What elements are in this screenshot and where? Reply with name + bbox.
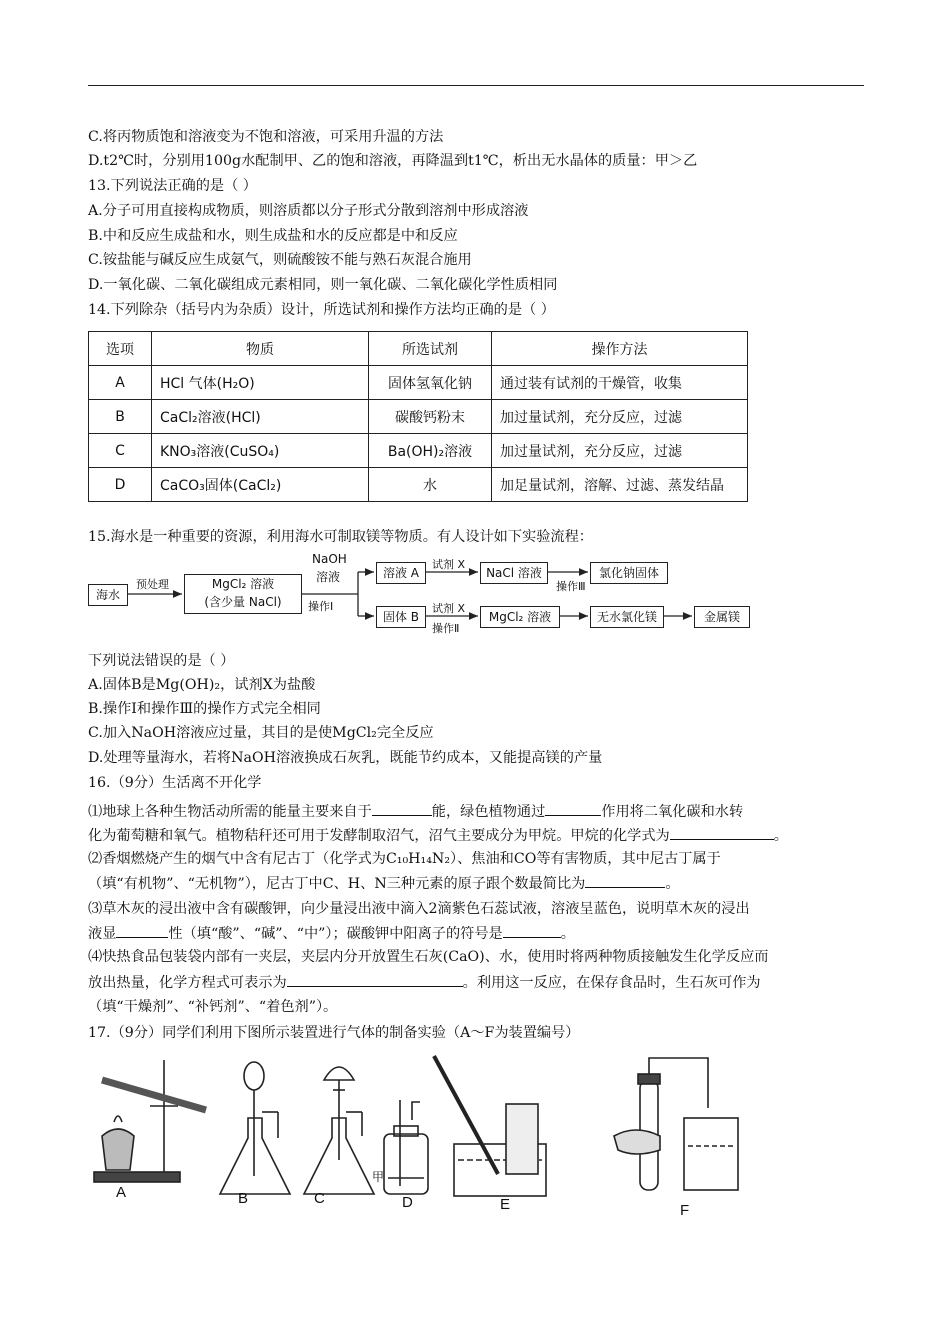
table-row <box>89 468 748 502</box>
table-cell: HCl 气体(H₂O) <box>152 366 369 400</box>
q15-option-d: D.处理等量海水，若将NaOH溶液换成石灰乳，既能节约成本，又能提高镁的产量 <box>88 750 603 766</box>
table-cell: B <box>89 400 152 434</box>
answer-blank[interactable] <box>287 971 463 987</box>
table-cell: CaCl₂溶液(HCl) <box>152 400 369 434</box>
nacl-solution-box: NaCl 溶液 <box>480 562 548 584</box>
text: ⑴地球上各种生物活动所需的能量主要来自于 <box>88 804 372 820</box>
question-13: 13.下列说法正确的是（ ） <box>88 178 257 194</box>
q16-part4-line2 <box>88 971 761 994</box>
naoh-solution-label: 溶液 <box>316 570 341 584</box>
operation-1-label: 操作Ⅰ <box>308 600 334 613</box>
seawater-box: 海水 <box>88 584 128 606</box>
table-cell: 通过装有试剂的干燥管，收集 <box>492 366 748 400</box>
magnesium-metal-box: 金属镁 <box>694 606 750 628</box>
q13-option-a: A.分子可用直接构成物质，则溶质都以分子形式分散到溶剂中形成溶液 <box>88 203 529 219</box>
q16-part3-line2 <box>88 922 575 945</box>
q16-part1-line1 <box>88 800 743 823</box>
question-16: 16.（9分）生活离不开化学 <box>88 775 262 791</box>
mgcl2-line2: (含少量 NaCl) <box>204 595 282 609</box>
table-row <box>89 366 748 400</box>
text: 。 <box>560 926 575 942</box>
operation-2-label: 操作Ⅱ <box>432 622 460 635</box>
text: 化为葡萄糖和氧气。植物秸秆还可用于发酵制取沼气，沼气主要成分为甲烷。甲烷的化学式为 <box>88 828 670 844</box>
apparatus-label-a: A <box>116 1184 127 1201</box>
answer-blank[interactable] <box>545 800 601 816</box>
option-c-q12: C.将丙物质饱和溶液变为不饱和溶液，可采用升温的方法 <box>88 129 444 145</box>
q13-option-c: C.铵盐能与碱反应生成氨气，则硫酸铵不能与熟石灰混合施用 <box>88 252 472 268</box>
text: 液显 <box>88 926 117 942</box>
table-header: 物质 <box>152 332 369 366</box>
text: 作用将二氧化碳和水转 <box>601 804 744 820</box>
anhydrous-mgcl2-box: 无水氯化镁 <box>590 606 664 628</box>
q16-part2-line2 <box>88 872 680 895</box>
text: 。 <box>773 828 788 844</box>
table-cell: 固体氢氧化钠 <box>369 366 492 400</box>
question-14: 14.下列除杂（括号内为杂质）设计，所选试剂和操作方法均正确的是（ ） <box>88 302 555 318</box>
q13-option-b: B.中和反应生成盐和水，则生成盐和水的反应都是中和反应 <box>88 228 458 244</box>
magnesium-flow-diagram <box>88 552 760 646</box>
table-header: 操作方法 <box>492 332 748 366</box>
q16-part4-line3: （填“干燥剂”、“补钙剂”、“着色剂”）。 <box>88 999 338 1015</box>
table-header: 所选试剂 <box>369 332 492 366</box>
question-15: 15.海水是一种重要的资源，利用海水可制取镁等物质。有人设计如下实验流程： <box>88 529 593 545</box>
solution-a-box: 溶液 A <box>376 562 426 584</box>
answer-blank[interactable] <box>116 922 168 938</box>
apparatus-d-mark: 甲 <box>372 1170 385 1184</box>
pretreat-label: 预处理 <box>136 578 169 591</box>
table-cell: CaCO₃固体(CaCl₂) <box>152 468 369 502</box>
apparatus-drawing <box>88 1050 778 1220</box>
mgcl2-line1: MgCl₂ 溶液 <box>211 577 275 591</box>
text: 放出热量，化学方程式可表示为 <box>88 975 287 991</box>
q16-part3-line1: ⑶草木灰的浸出液中含有碳酸钾，向少量浸出液中滴入2滴紫色石蕊试液，溶液呈蓝色，说明草木灰的浸出 <box>88 901 750 917</box>
answer-blank[interactable] <box>585 872 665 888</box>
apparatus-label-e: E <box>500 1196 511 1213</box>
operation-3-label: 操作Ⅲ <box>556 580 586 593</box>
question-17: 17.（9分）同学们利用下图所示装置进行气体的制备实验（A～F为装置编号） <box>88 1025 580 1041</box>
mgcl2-solution-box <box>184 574 302 614</box>
q15-option-a: A.固体B是Mg(OH)₂，试剂X为盐酸 <box>88 677 316 693</box>
table-cell: Ba(OH)₂溶液 <box>369 434 492 468</box>
table-cell: 加过量试剂，充分反应，过滤 <box>492 434 748 468</box>
impurity-removal-table <box>88 331 748 502</box>
table-cell: 碳酸钙粉末 <box>369 400 492 434</box>
answer-blank[interactable] <box>372 800 432 816</box>
table-header: 选项 <box>89 332 152 366</box>
q13-option-d: D.一氧化碳、二氧化碳组成元素相同，则一氧化碳、二氧化碳化学性质相同 <box>88 277 558 293</box>
lab-apparatus-figure <box>88 1050 778 1220</box>
table-cell: A <box>89 366 152 400</box>
reagent-x-label: 试剂 X <box>432 558 466 571</box>
apparatus-label-f: F <box>680 1202 690 1219</box>
q16-part4-line1: ⑷快热食品包装袋内部有一夹层，夹层内分开放置生石灰(CaO)、水，使用时将两种物质接触发生化学反应而 <box>88 949 769 965</box>
table-cell: KNO₃溶液(CuSO₄) <box>152 434 369 468</box>
apparatus-label-d: D <box>402 1194 413 1211</box>
q15-option-b: B.操作Ⅰ和操作Ⅲ的操作方式完全相同 <box>88 701 321 717</box>
mgcl2-solution-box-2: MgCl₂ 溶液 <box>480 606 560 628</box>
q16-part2-line1: ⑵香烟燃烧产生的烟气中含有尼古丁（化学式为C₁₀H₁₄N₂）、焦油和CO等有害物质，其中尼古丁属于 <box>88 851 721 867</box>
text: 能，绿色植物通过 <box>431 804 546 820</box>
naoh-label: NaOH <box>312 552 347 566</box>
apparatus-label-b: B <box>238 1190 249 1207</box>
text: 。利用这一反应，在保存食品时，生石灰可作为 <box>462 975 761 991</box>
table-cell: 加过量试剂，充分反应，过滤 <box>492 400 748 434</box>
q16-part1-line2 <box>88 824 788 847</box>
text: 。 <box>665 876 680 892</box>
answer-blank[interactable] <box>503 922 561 938</box>
q15-option-c: C.加入NaOH溶液应过量，其目的是使MgCl₂完全反应 <box>88 725 434 741</box>
table-cell: 加足量试剂，溶解、过滤、蒸发结晶 <box>492 468 748 502</box>
solid-b-box: 固体 B <box>376 606 426 628</box>
table-cell: 水 <box>369 468 492 502</box>
answer-blank[interactable] <box>670 824 774 840</box>
text: 性（填“酸”、“碱”、“中”）；碳酸钾中阳离子的符号是 <box>168 926 503 942</box>
nacl-solid-box: 氯化钠固体 <box>590 562 668 584</box>
table-cell: D <box>89 468 152 502</box>
header-rule <box>88 85 864 86</box>
text: （填“有机物”、“无机物”），尼古丁中C、H、N三种元素的原子跟个数最简比为 <box>88 876 586 892</box>
table-header-row <box>89 332 748 366</box>
q15-stem: 下列说法错误的是（ ） <box>88 653 235 669</box>
table-row <box>89 400 748 434</box>
apparatus-label-c: C <box>314 1190 325 1207</box>
reagent-x-label: 试剂 X <box>432 602 466 615</box>
table-row <box>89 434 748 468</box>
option-d-q12: D.t2℃时，分别用100g水配制甲、乙的饱和溶液，再降温到t1℃，析出无水晶体的质量：甲＞乙 <box>88 153 698 169</box>
table-cell: C <box>89 434 152 468</box>
